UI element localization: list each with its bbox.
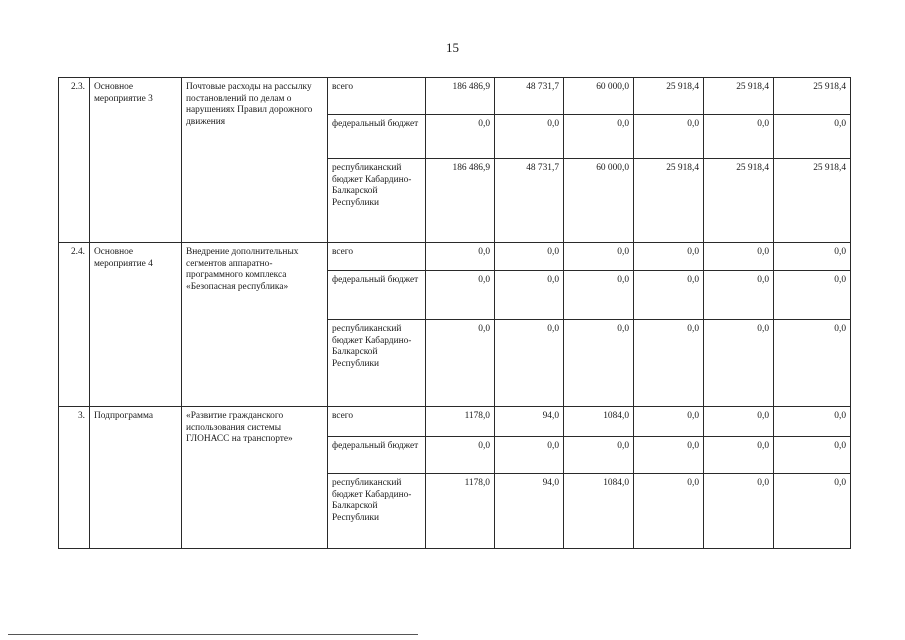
value-cell: 186 486,9 bbox=[426, 159, 495, 243]
value-cell: 0,0 bbox=[495, 437, 564, 474]
funding-source: федеральный бюджет bbox=[328, 437, 426, 474]
budget-table bbox=[58, 77, 851, 549]
funding-source: всего bbox=[328, 78, 426, 115]
value-cell: 0,0 bbox=[704, 243, 774, 271]
value-cell: 0,0 bbox=[495, 115, 564, 159]
section-index: 3. bbox=[59, 407, 90, 549]
value-cell: 0,0 bbox=[774, 437, 851, 474]
value-cell: 0,0 bbox=[564, 437, 634, 474]
section-name: Почтовые расходы на рассылку постановлений по делам о нарушениях Правил дорожного движения bbox=[182, 78, 328, 243]
value-cell: 0,0 bbox=[774, 320, 851, 407]
value-cell: 1178,0 bbox=[426, 474, 495, 549]
value-cell: 0,0 bbox=[634, 115, 704, 159]
value-cell: 25 918,4 bbox=[634, 159, 704, 243]
value-cell: 0,0 bbox=[564, 115, 634, 159]
value-cell: 0,0 bbox=[634, 243, 704, 271]
value-cell: 0,0 bbox=[704, 474, 774, 549]
value-cell: 25 918,4 bbox=[774, 78, 851, 115]
section-name: Внедрение дополнительных сегментов аппаратно-программного комплекса «Безопасная республика» bbox=[182, 243, 328, 407]
value-cell: 25 918,4 bbox=[634, 78, 704, 115]
table-row bbox=[59, 243, 851, 271]
value-cell: 186 486,9 bbox=[426, 78, 495, 115]
value-cell: 60 000,0 bbox=[564, 78, 634, 115]
value-cell: 1084,0 bbox=[564, 474, 634, 549]
value-cell: 0,0 bbox=[634, 437, 704, 474]
value-cell: 0,0 bbox=[774, 407, 851, 437]
funding-source: всего bbox=[328, 407, 426, 437]
value-cell: 0,0 bbox=[774, 271, 851, 320]
value-cell: 25 918,4 bbox=[704, 159, 774, 243]
value-cell: 0,0 bbox=[495, 271, 564, 320]
value-cell: 0,0 bbox=[564, 320, 634, 407]
funding-source: республиканский бюджет Кабардино-Балкарской Республики bbox=[328, 320, 426, 407]
value-cell: 48 731,7 bbox=[495, 159, 564, 243]
value-cell: 0,0 bbox=[564, 243, 634, 271]
value-cell: 0,0 bbox=[704, 271, 774, 320]
value-cell: 0,0 bbox=[634, 320, 704, 407]
value-cell: 0,0 bbox=[426, 115, 495, 159]
section-type: Подпрограмма bbox=[90, 407, 182, 549]
funding-source: федеральный бюджет bbox=[328, 271, 426, 320]
value-cell: 0,0 bbox=[634, 474, 704, 549]
value-cell: 0,0 bbox=[426, 271, 495, 320]
value-cell: 0,0 bbox=[774, 115, 851, 159]
value-cell: 94,0 bbox=[495, 474, 564, 549]
value-cell: 0,0 bbox=[704, 437, 774, 474]
value-cell: 48 731,7 bbox=[495, 78, 564, 115]
value-cell: 94,0 bbox=[495, 407, 564, 437]
table-row bbox=[59, 407, 851, 437]
value-cell: 0,0 bbox=[426, 320, 495, 407]
value-cell: 0,0 bbox=[704, 115, 774, 159]
funding-source: федеральный бюджет bbox=[328, 115, 426, 159]
value-cell: 0,0 bbox=[704, 407, 774, 437]
value-cell: 0,0 bbox=[774, 474, 851, 549]
value-cell: 0,0 bbox=[495, 243, 564, 271]
value-cell: 0,0 bbox=[704, 320, 774, 407]
funding-source: республиканский бюджет Кабардино-Балкарской Республики bbox=[328, 474, 426, 549]
value-cell: 0,0 bbox=[634, 407, 704, 437]
value-cell: 0,0 bbox=[564, 271, 634, 320]
page-number: 15 bbox=[446, 40, 459, 55]
section-type: Основное мероприятие 4 bbox=[90, 243, 182, 407]
table-row bbox=[59, 78, 851, 115]
scan-artifact-line bbox=[8, 634, 418, 635]
section-type: Основное мероприятие 3 bbox=[90, 78, 182, 243]
value-cell: 0,0 bbox=[426, 437, 495, 474]
value-cell: 0,0 bbox=[495, 320, 564, 407]
value-cell: 25 918,4 bbox=[704, 78, 774, 115]
section-name: «Развитие гражданского использования системы ГЛОНАСС на транспорте» bbox=[182, 407, 328, 549]
value-cell: 0,0 bbox=[426, 243, 495, 271]
section-index: 2.4. bbox=[59, 243, 90, 407]
section-index: 2.3. bbox=[59, 78, 90, 243]
funding-source: всего bbox=[328, 243, 426, 271]
value-cell: 0,0 bbox=[634, 271, 704, 320]
value-cell: 1084,0 bbox=[564, 407, 634, 437]
funding-source: республиканский бюджет Кабардино-Балкарской Республики bbox=[328, 159, 426, 243]
value-cell: 60 000,0 bbox=[564, 159, 634, 243]
value-cell: 25 918,4 bbox=[774, 159, 851, 243]
value-cell: 0,0 bbox=[774, 243, 851, 271]
value-cell: 1178,0 bbox=[426, 407, 495, 437]
